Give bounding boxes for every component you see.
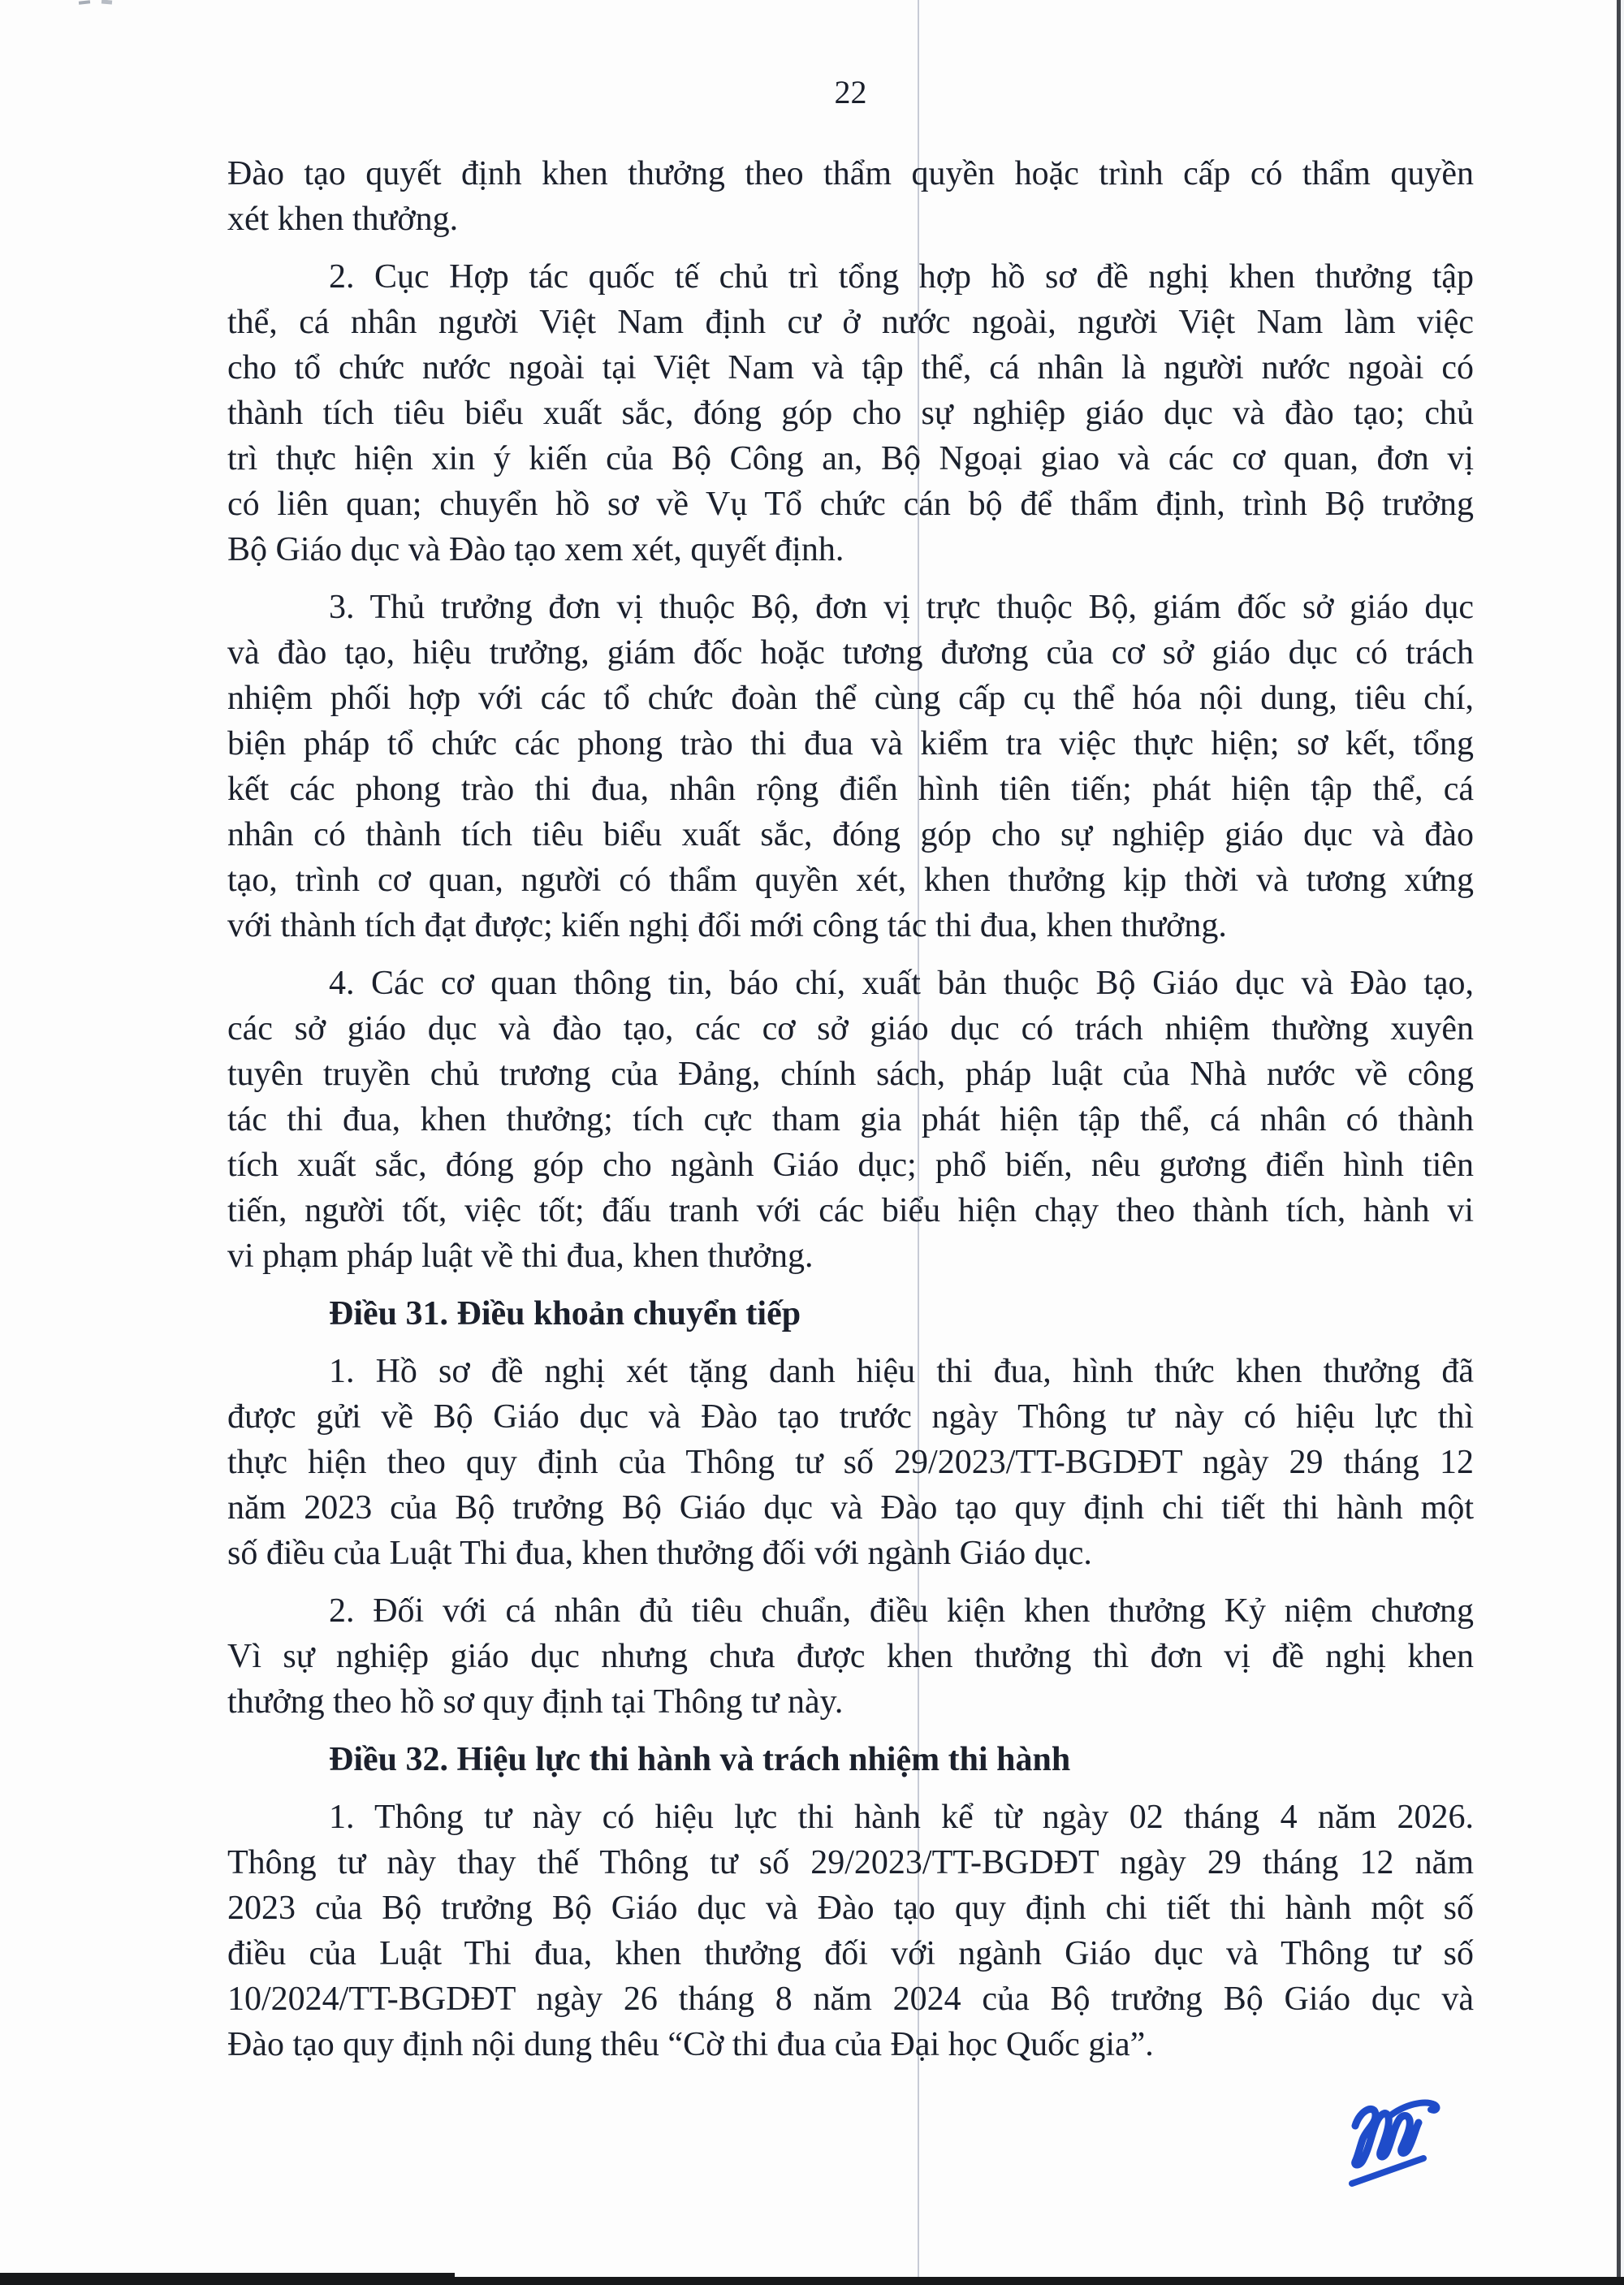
paragraph — [227, 961, 1474, 1279]
paragraph-line: kết các phong trào thi đua, nhân rộng điển hình tiên tiến; phát hiện tập thể, cá — [227, 771, 1474, 808]
paragraph-line: Bộ Giáo dục và Đào tạo xem xét, quyết định. — [227, 531, 844, 568]
paragraph-line: thể, cá nhân người Việt Nam định cư ở nước ngoài, người Việt Nam làm việc — [227, 304, 1474, 341]
paragraph-line: vi phạm pháp luật về thi đua, khen thưởng. — [227, 1238, 814, 1275]
paragraph-line: các sở giáo dục và đào tạo, các cơ sở giáo dục có trách nhiệm thường xuyên — [227, 1010, 1474, 1047]
paragraph-line: 2. Đối với cá nhân đủ tiêu chuẩn, điều kiện khen thưởng Kỷ niệm chương — [329, 1592, 1474, 1630]
paragraph — [227, 585, 1474, 948]
paragraph — [227, 1349, 1474, 1576]
scan-speck — [102, 0, 112, 5]
paragraph — [227, 1795, 1474, 2067]
paragraph-line: tuyên truyền chủ trương của Đảng, chính sách, pháp luật của Nhà nước về công — [227, 1056, 1474, 1093]
paragraph-line: năm 2023 của Bộ trưởng Bộ Giáo dục và Đào tạo quy định chi tiết thi hành một — [227, 1489, 1474, 1527]
paragraph-line: nhiệm phối hợp với các tổ chức đoàn thể cùng cấp cụ thể hóa nội dung, tiêu chí, — [227, 680, 1474, 717]
paragraph-line: 1. Thông tư này có hiệu lực thi hành kể từ ngày 02 tháng 4 năm 2026. — [329, 1799, 1474, 1836]
paragraph-line: cho tổ chức nước ngoài tại Việt Nam và tập thể, cá nhân là người nước ngoài có — [227, 349, 1474, 387]
paragraph-line: Vì sự nghiệp giáo dục nhưng chưa được khen thưởng thì đơn vị đề nghị khen — [227, 1638, 1474, 1675]
paragraph — [227, 151, 1474, 242]
paragraph-line: xét khen thưởng. — [227, 201, 459, 238]
paragraph-line: nhân có thành tích tiêu biểu xuất sắc, đóng góp cho sự nghiệp giáo dục và đào — [227, 816, 1474, 853]
paragraph-line: 3. Thủ trưởng đơn vị thuộc Bộ, đơn vị trực thuộc Bộ, giám đốc sở giáo dục — [329, 589, 1474, 626]
paragraph-line: tiến, người tốt, việc tốt; đấu tranh với các biểu hiện chạy theo thành tích, hành vi — [227, 1192, 1474, 1229]
paragraph-line: được gửi về Bộ Giáo dục và Đào tạo trước ngày Thông tư này có hiệu lực thì — [227, 1398, 1474, 1436]
paragraph-line: với thành tích đạt được; kiến nghị đổi mới công tác thi đua, khen thưởng. — [227, 907, 1227, 944]
paragraph-line: 2023 của Bộ trưởng Bộ Giáo dục và Đào tạo quy định chi tiết thi hành một số — [227, 1890, 1474, 1927]
paragraph-line: tạo, trình cơ quan, người có thẩm quyền xét, khen thưởng kịp thời và tương xứng — [227, 862, 1474, 899]
paragraph-line: thành tích tiêu biểu xuất sắc, đóng góp cho sự nghiệp giáo dục và đào tạo; chủ — [227, 395, 1474, 432]
signature-stroke-cap — [1389, 2103, 1436, 2117]
paragraph-line: 4. Các cơ quan thông tin, báo chí, xuất bản thuộc Bộ Giáo dục và Đào tạo, — [329, 965, 1474, 1002]
paragraph-line: 1. Hồ sơ đề nghị xét tặng danh hiệu thi đua, hình thức khen thưởng đã — [329, 1353, 1474, 1390]
paragraph-line: số điều của Luật Thi đua, khen thưởng đối với ngành Giáo dục. — [227, 1535, 1092, 1572]
paragraph-line: trì thực hiện xin ý kiến của Bộ Công an, Bộ Ngoại giao và các cơ quan, đơn vị — [227, 440, 1474, 477]
paragraph-line: và đào tạo, hiệu trưởng, giám đốc hoặc tương đương của cơ sở giáo dục có trách — [227, 634, 1474, 672]
scan-edge-right-gap — [1621, 0, 1624, 2285]
paragraph-line: có liên quan; chuyển hồ sơ về Vụ Tổ chức cán bộ để thẩm định, trình Bộ trưởng — [227, 486, 1474, 523]
paragraph-line: thực hiện theo quy định của Thông tư số 29/2023/TT-BGDĐT ngày 29 tháng 12 — [227, 1444, 1474, 1481]
scan-edge-bottom — [0, 2277, 1624, 2285]
paragraph — [227, 254, 1474, 572]
scan-speck — [79, 0, 90, 4]
paragraph-line: điều của Luật Thi đua, khen thưởng đối với ngành Giáo dục và Thông tư số — [227, 1935, 1474, 1972]
paragraph — [227, 1588, 1474, 1725]
paragraph-line: biện pháp tổ chức các phong trào thi đua và kiểm tra việc thực hiện; sơ kết, tổng — [227, 725, 1474, 762]
paragraph-line: 10/2024/TT-BGDĐT ngày 26 tháng 8 năm 2024 của Bộ trưởng Bộ Giáo dục và — [227, 1980, 1474, 2018]
section-heading: Điều 31. Điều khoản chuyển tiếp — [329, 1295, 801, 1333]
paragraph-line: 2. Cục Hợp tác quốc tế chủ trì tổng hợp hồ sơ đề nghị khen thưởng tập — [329, 258, 1474, 296]
paragraph-line: Thông tư này thay thế Thông tư số 29/2023/TT-BGDĐT ngày 29 tháng 12 năm — [227, 1844, 1474, 1881]
paragraph-line: tác thi đua, khen thưởng; tích cực tham gia phát hiện tập thể, cá nhân có thành — [227, 1101, 1474, 1138]
paragraph-line: Đào tạo quy định nội dung thêu “Cờ thi đua của Đại học Quốc gia”. — [227, 2026, 1154, 2063]
page-number: 22 — [834, 74, 867, 110]
paragraph-line: tích xuất sắc, đóng góp cho ngành Giáo dục; phổ biến, nêu gương điển hình tiên — [227, 1147, 1474, 1184]
signature-ink — [1344, 2097, 1474, 2194]
document-body — [227, 151, 1474, 2067]
paragraph-line: Đào tạo quyết định khen thưởng theo thẩm quyền hoặc trình cấp có thẩm quyền — [227, 155, 1474, 192]
paragraph-line: thưởng theo hồ sơ quy định tại Thông tư này. — [227, 1683, 844, 1721]
section-heading: Điều 32. Hiệu lực thi hành và trách nhiệm thi hành — [329, 1741, 1071, 1778]
